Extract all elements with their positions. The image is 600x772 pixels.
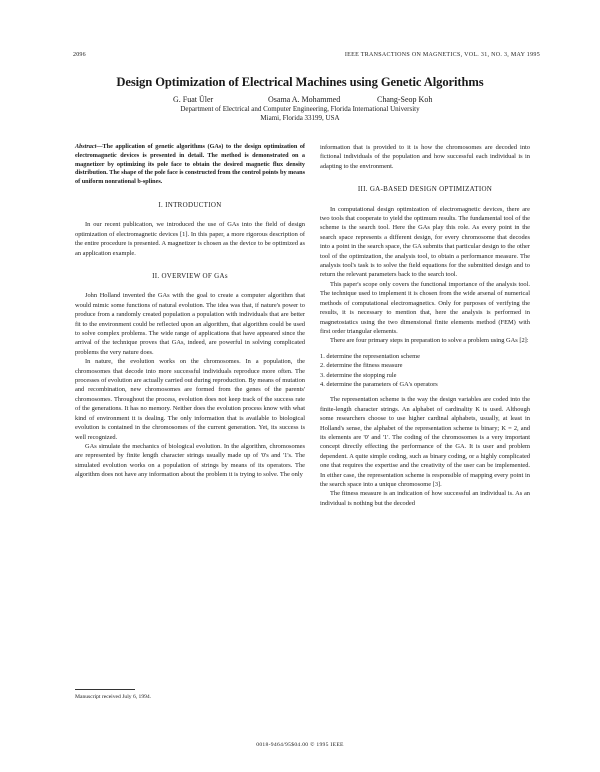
design-paragraph-4: The representation scheme is the way the design variables are coded into the finite-length character strings. An alphabet of cardinality K is used. Although some researchers choose to use higher cardinal alphabets, usually, at least in Holland's sense, the alphabet of the representation scheme is binary; K = 2, and its elements are '0' and '1'. The coding of the chromosomes is a very important concept directly effecting the performance of the GA. It is user and problem dependent. A quite simple coding, such as binary coding, or a highly complicated one that requires the expertise and the creativity of the user can be implemented. In either case, the representation scheme is responsible of mapping every point in the search space into a unique chromosome [3]. bbox=[320, 396, 530, 488]
design-paragraph-3: There are four primary steps in preparation to solve a problem using GAs [2]: bbox=[330, 337, 529, 345]
continued-paragraph: information that is provided to it is how the chromosomes are decoded into fictional individuals of the population and how successful each individual is in adapting to the environment. bbox=[320, 144, 530, 170]
affiliation: Department of Electrical and Computer Engineering, Florida International University bbox=[180, 105, 420, 113]
author-3: Chang-Seop Koh bbox=[377, 95, 433, 104]
right-column bbox=[320, 143, 530, 508]
running-head: IEEE TRANSACTIONS ON MAGNETICS, VOL. 31, NO. 3, MAY 1995 bbox=[344, 52, 540, 58]
copyright-line: 0018-9464/95$04.00 © 1995 IEEE bbox=[256, 742, 344, 748]
author-2: Osama A. Mohammed bbox=[268, 95, 341, 104]
section-heading-overview: II. OVERVIEW OF GAs bbox=[152, 272, 228, 281]
list-item: 4. determine the parameters of GA's operators bbox=[320, 380, 438, 388]
page-number: 2096 bbox=[73, 52, 86, 58]
overview-paragraph-1: John Holland invented the GAs with the goal to create a computer algorithm that would mimic some functions of natural evolution. The idea was that, if nature's power to produce from a randomly created population a population with individuals that are better fit to the environment could be reflected upon an algorithm, that algorithm could be used to solve complex problems. The wide range of applications that have appeared since the arrival of the technique proves that GAs, indeed, are powerful in solving complicated problems the very nature does. bbox=[75, 292, 305, 356]
address: Miami, Florida 33199, USA bbox=[260, 114, 340, 122]
section-heading-introduction: I. INTRODUCTION bbox=[158, 200, 222, 209]
left-column bbox=[75, 143, 305, 480]
design-paragraph-2: This paper's scope only covers the functional importance of the analysis tool. The technique used to implement it is chosen from the wide arsenal of numerical methods of computational electromagnetics. Only for purposes of verifying the results, it is necessary to mention that, here the analysis is performed in magnetostatics using the two dimensional finite elements method (FEM) with first order triangular elements. bbox=[320, 280, 530, 335]
footnote-rule bbox=[75, 689, 135, 690]
paper-title: Design Optimization of Electrical Machines using Genetic Algorithms bbox=[116, 75, 484, 89]
list-item: 3. determine the stopping rule bbox=[320, 371, 397, 379]
list-item: 1. determine the representation scheme bbox=[320, 352, 420, 360]
steps-list bbox=[320, 352, 530, 390]
footnote: Manuscript received July 6, 1994. bbox=[75, 694, 152, 700]
overview-paragraph-2: In nature, the evolution works on the chromosomes. In a population, the chromosomes that decode into more successful individuals reproduce more often. The processes of evolution are actually carried out during reproduction. By means of mutation and recombination, new chromosomes are formed from the genes of the parents' chromosomes. Throughout the process, evolution does not keep track of the success rate of the generations. It has no memory. Neither does the evolution process know with what kind of environment it is dealing. The only information that is available to biological evolution is contained in the chromosomes of the current generation. Yet, its success is well recognized. bbox=[75, 358, 305, 441]
intro-paragraph: In our recent publication, we introduced the use of GAs into the field of design optimization of electromagnetic devices [1]. In this paper, a more rigorous description of the entire procedure is presented. A magnetizer is chosen as the device to be optimized as an application example. bbox=[75, 221, 305, 257]
abstract-text: —The application of genetic algorithms (GAs) to the design optimization of electromagnetic devices is presented in detail. The method is demonstrated on a magnetizer by optimizing its pole face to obtain the desired magnetic flux density distribution. The shape of the pole face is constructed from the control points by means of uniform nonrational b-splines. bbox=[75, 143, 305, 186]
overview-paragraph-3: GAs simulate the mechanics of biological evolution. In the algorithm, chromosomes are represented by finite length character strings usually made up of '0's and '1's. The simulated evolution works on a population of strings by means of its operators. The algorithm does not have any information about the problem it is trying to solve. The only bbox=[75, 442, 305, 479]
design-paragraph-1: In computational design optimization of electromagnetic devices, there are two tools that cooperate to yield the optimum results. The fundamental tool of the scheme is the search tool. Here the GAs play this role. As every point in the search space represents a different design, for every chromosome that decodes into a point in the search space, the GA submits that particular design to the other tool of the optimization, the analysis tool, to obtain a performance measure. The analysis tool's task is to solve the field equations for the submitted design and to return the relevant parameters back to the search tool. bbox=[320, 205, 530, 279]
abstract bbox=[75, 143, 305, 187]
list-item: 2. determine the fitness measure bbox=[320, 362, 403, 370]
abstract-label: Abstract bbox=[75, 143, 97, 150]
section-heading-ga-based-design: III. GA-BASED DESIGN OPTIMIZATION bbox=[357, 185, 493, 194]
design-paragraph-5: The fitness measure is an indication of how successful an individual is. As an individual is nothing but the decoded bbox=[320, 490, 530, 507]
author-1: G. Fuat Üler bbox=[173, 95, 214, 104]
